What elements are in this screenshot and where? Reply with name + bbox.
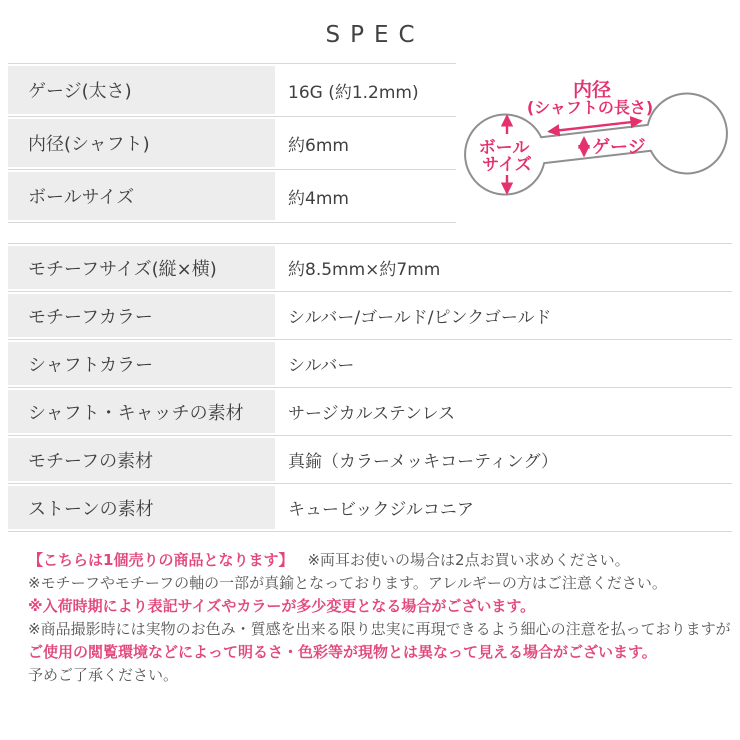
inner-diameter-sublabel: (シャフトの長さ) (526, 98, 654, 117)
gauge-label: ゲージ (592, 137, 646, 158)
note-line-3: ※入荷時期により表記サイズやカラーが多少変更となる場合がございます。 (28, 597, 536, 615)
page-title: SPEC (325, 22, 425, 48)
table-row (8, 117, 456, 169)
spec-row-value: シルバー (288, 356, 355, 376)
notes-section (28, 549, 731, 687)
spec-row-value: シルバー/ゴールド/ピンクゴールド (288, 308, 552, 328)
spec-row-value: 16G (約1.2mm) (288, 82, 419, 103)
spec-row-label: ボールサイズ (8, 172, 275, 220)
table-row (8, 292, 732, 339)
note-line-1 (28, 549, 728, 572)
spec-row-label: ゲージ(太さ) (8, 66, 275, 114)
inner-diameter-label: 内径 (572, 79, 612, 101)
note-line-6: 予めご了承ください。 (28, 666, 179, 684)
spec-row-value: 約8.5mm×約7mm (288, 260, 441, 280)
spec-row-label: 内径(シャフト) (8, 119, 275, 167)
spec-row-label: シャフトカラー (8, 342, 275, 385)
row-divider (8, 222, 456, 223)
note-both-ears: ※両耳お使いの場合は2点お買い求めください。 (307, 551, 630, 569)
table-row (8, 64, 456, 116)
spec-row-label: シャフト・キャッチの素材 (8, 390, 275, 433)
spec-row-value: 約4mm (288, 188, 349, 209)
note-line-2: ※モチーフやモチーフの軸の一部が真鍮となっております。アレルギーの方はご注意ください。 (28, 574, 667, 592)
note-single-sale-highlight: 【こちらは1個売りの商品となります】 (28, 551, 294, 569)
spec-row-value: サージカルステンレス (288, 404, 456, 424)
spec-row-value: キュービックジルコニア (288, 500, 474, 520)
table-row (8, 484, 732, 531)
table-row (8, 340, 732, 387)
spec-table-basic (8, 63, 456, 223)
barbell-size-diagram (450, 68, 740, 217)
spec-row-label: モチーフの素材 (8, 438, 275, 481)
barbell-diagram-svg (450, 68, 740, 213)
spec-row-value: 真鍮（カラーメッキコーティング） (288, 452, 558, 472)
ball-size-label-line1: ボール (478, 138, 530, 158)
table-row (8, 388, 732, 435)
spec-row-label: モチーフカラー (8, 294, 275, 337)
note-line-5: ご使用の閲覧環境などによって明るさ・色彩等が現物とは異なって見える場合がございます。 (28, 643, 657, 661)
note-line-4: ※商品撮影時には実物のお色み・質感を出来る限り忠実に再現できるよう細心の注意を払っておりますが (28, 620, 731, 638)
spec-row-label: モチーフサイズ(縦×横) (8, 246, 275, 289)
table-row (8, 170, 456, 222)
spec-row-value: 約6mm (288, 135, 349, 156)
ball-size-label-line2: サイズ (482, 155, 532, 175)
table-row (8, 244, 732, 291)
spec-row-label: ストーンの素材 (8, 486, 275, 529)
row-divider (8, 531, 732, 532)
spec-table-materials (8, 243, 732, 532)
table-row (8, 436, 732, 483)
